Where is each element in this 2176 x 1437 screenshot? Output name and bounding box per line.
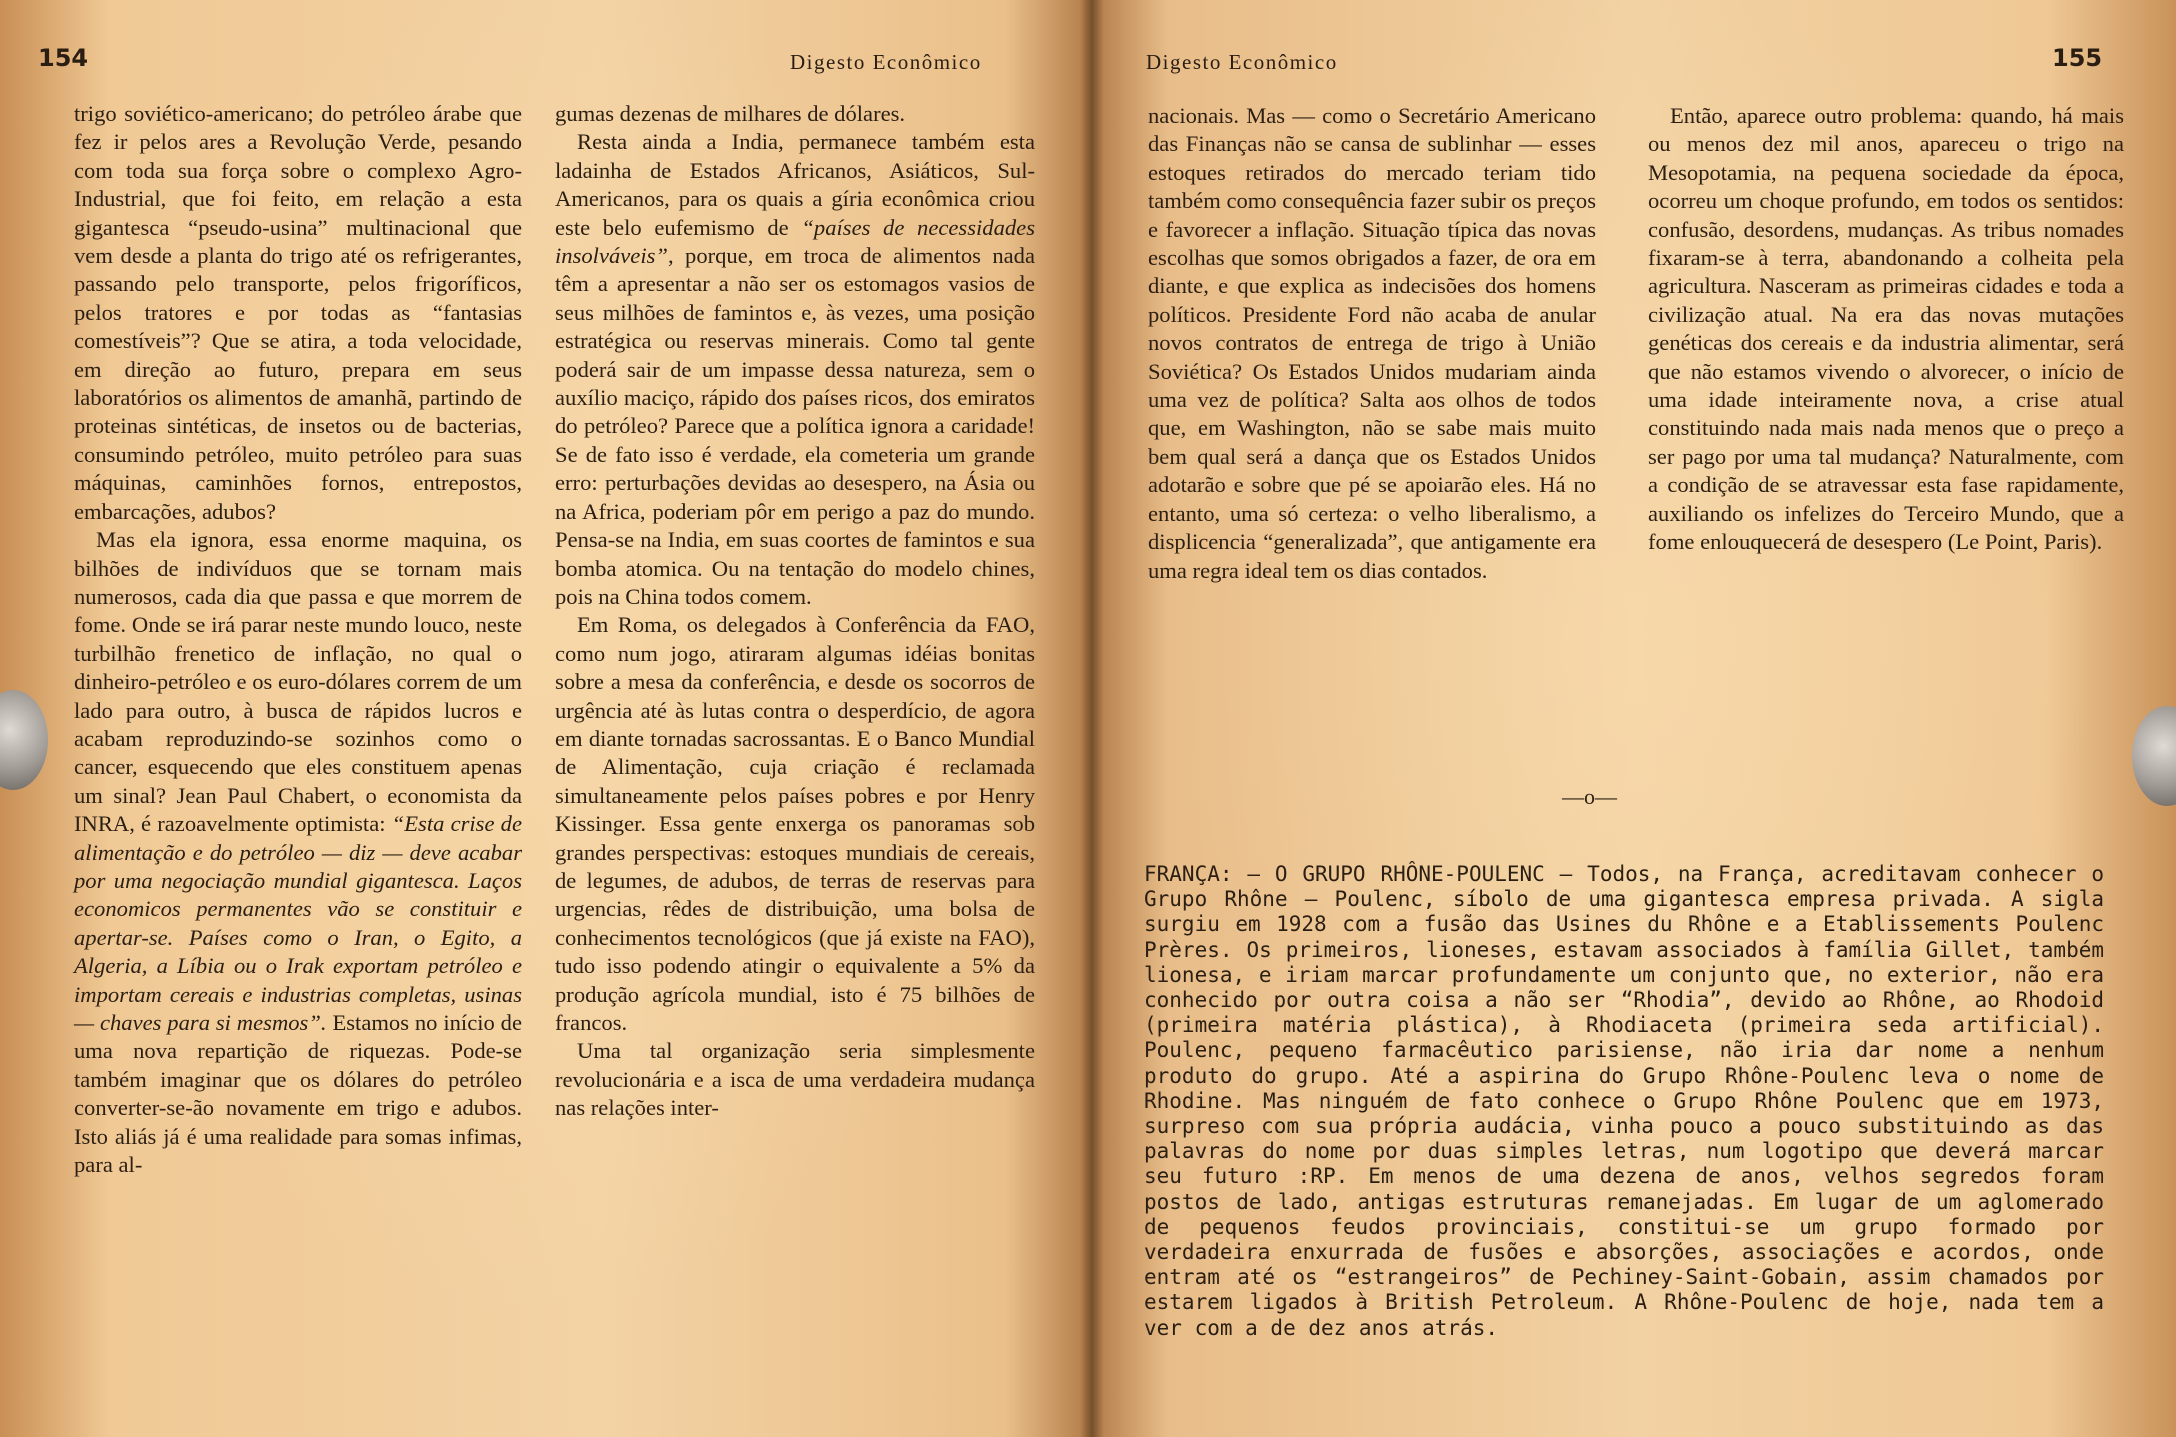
paragraph bbox=[555, 1037, 1035, 1122]
paragraph bbox=[555, 128, 1035, 611]
text-segment: Então, aparece outro problema: quando, há mais ou menos dez mil anos, apareceu o trigo na Mesopotamia, na pequena sociedade da época, ocorreu um choque profundo, em todos os sentidos: confusão, desordens, mudanças. As tribus nomades fixaram-se à terra, abandonando a colheita pela agricultura. Nasceram as primeiras cidades e toda a civilização atual. Na era das novas mutações genéticas dos cereais e da industria alimentar, será que não estamos vivendo o alvorecer, o início de uma idade inteiramente nova, a crise atual constituindo nada mais nada menos que o preço a ser pago por uma tal mudança? Naturalmente, com a condição de se atravessar esta fase rapidamente, auxiliando os infelizes do Terceiro Mundo, que a fome enlouquecerá de desespero (Le Point, Paris). bbox=[1648, 103, 2124, 555]
text-segment: nacionais. Mas — como o Secretário Americano das Finanças não se cansa de sublinhar — esses estoques retirados do mercado teriam tido também como consequência fazer subir os preços e favorecer a inflação. Situação típica das novas escolhas que somos obrigados a fazer, de ora em diante, e que explica as indecisões dos homens políticos. Presidente Ford não acaba de anular novos contratos de entrega de trigo à União Soviética? Os Estados Unidos mudariam ainda uma vez de política? Salta aos olhos de todos que, em Washington, não se sabe mais muito bem qual será a dança que os Estados Unidos adotarão e sobre que pé se apoiarão eles. Há no entanto, uma só certeza: o velho liberalismo, a displicencia “generalizada”, que antigamente era uma regra ideal tem os dias contados. bbox=[1148, 103, 1596, 583]
paragraph bbox=[1148, 102, 1596, 585]
section-separator: —o— bbox=[1562, 784, 1617, 809]
right-column-2 bbox=[1648, 102, 2124, 557]
italic-text-segment: “Esta crise de alimentação e do petróleo — diz — deve acabar por uma negociação mundial gigantesca. Laços economicos permanentes vão se constituir e apertar-se. Países como o Iran, o Egito, a Algeria, a Líbia ou o Irak exportam petróleo e importam cereais e industrias completas, usinas — chaves para si mesmos”. bbox=[74, 811, 522, 1035]
text-segment: Mas ela ignora, essa enorme maquina, os bilhões de indivíduos que se tornam mais numerosos, cada dia que passa e que morrem de fome. Onde se irá parar neste mundo louco, neste turbilhão frenetico de inflação, no qual o dinheiro-petróleo e os euro-dólares correm de um lado para outro, à busca de rápidos lucros e acabam reproduzindo-se sozinhos como o cancer, esquecendo que eles constituem apenas um sinal? Jean Paul Chabert, o economista da INRA, é razoavelmente optimista: bbox=[74, 527, 522, 837]
paragraph bbox=[555, 611, 1035, 1037]
text-segment: gumas dezenas de milhares de dólares. bbox=[555, 101, 906, 126]
right-column-1 bbox=[1148, 102, 1596, 585]
italic-text-segment: “países de necessidades insolváveis” bbox=[555, 214, 1035, 269]
text-segment: Em Roma, os delegados à Conferência da FAO, como num jogo, atiraram algumas idéias bonitas sobre a mesa da conferência, e desde os socorros de urgência até às lutas contra o desperdício, de agora em diante tornadas sacrossantas. E o Banco Mundial de Alimentação, cuja criação é reclamada simultaneamente pelos países pobres e por Henry Kissinger. Essa gente enxerga os panoramas sob grandes perspectivas: estoques mundiais de cereais, de legumes, de adubos, de terras de reservas para urgencias, rêdes de distribuição, uma bolsa de conhecimentos tecnológicos (que já existe na FAO), tudo isso podendo atingir o equivalente a 5% da produção agrícola mundial, isto é 75 bilhões de francos. bbox=[555, 612, 1035, 1035]
text-segment: Uma tal organização seria simplesmente revolucionária e a isca de uma verdadeira mudança nas relações inter- bbox=[555, 1038, 1035, 1121]
running-head-right: Digesto Econômico bbox=[1146, 50, 1338, 74]
book-gutter bbox=[1080, 0, 1104, 1437]
paragraph bbox=[1648, 102, 2124, 557]
france-section bbox=[1144, 862, 2104, 1341]
paragraph bbox=[74, 526, 522, 1179]
binding-clip-right bbox=[2132, 706, 2176, 806]
text-segment: Resta ainda a India, permanece também esta ladainha de Estados Africanos, Asiáticos, Sul-Americanos, para os quais a gíria econômica criou este belo eufemismo de bbox=[555, 129, 1035, 240]
paragraph bbox=[555, 100, 1035, 128]
text-segment: , porque, em troca de alimentos nada têm a apresentar a não ser os estomagos vasios de seus milhões de famintos e, às vezes, uma posição estratégica ou reservas minerais. Como tal gente poderá sair de um impasse dessa natureza, sem o auxílio maciço, rápido dos países ricos, dos emiratos do petróleo? Parece que a política ignora a caridade! Se de fato isso é verdade, ela cometeria um grande erro: perturbações devidas ao desespero, na Ásia ou na Africa, poderiam pôr em perigo a paz do mundo. Pensa-se na India, em suas coortes de famintos e sua bomba atomica. Ou na tentação do modelo chines, pois na China todos comem. bbox=[555, 243, 1035, 609]
page-number-left: 154 bbox=[38, 44, 89, 72]
running-head-left: Digesto Econômico bbox=[790, 50, 982, 74]
france-section-body: Todos, na França, acreditavam conhecer o Grupo Rhône — Poulenc, síbolo de uma gigantesca empresa privada. A sigla surgiu em 1928 com a fusão das Usines du Rhône e a Etablissements Poulenc Prères. Os primeiros, lioneses, estavam associados à família Gillet, também lionesa, e iriam marcar profundamente um conjunto que, no exterior, não era conhecido por outra coisa a não ser “Rhodia”, devido ao Rhône, ao Rhodoid (primeira matéria plástica), à Rhodiaceta (primeira seda artificial). Poulenc, pequeno farmacêutico parisiense, não iria dar nome a nenhum produto do grupo. Até a aspirina do Grupo Rhône-Poulenc leva o nome de Rhodine. Mas ninguém de fato conhece o Grupo Rhône Poulenc que em 1973, surpreso com sua própria audácia, vinha pouco a pouco substituindo as das palavras do nome por duas simples letras, num logotipo que deverá marcar seu futuro :RP. Em menos de uma dezena de anos, velhos segredos foram postos de lado, antigas estruturas remanejadas. Em lugar de um aglomerado de pequenos feudos provinciais, constitui-se um grupo formado por verdadeira enxurrada de fusões e absorções, associações e acordos, onde entram até os “estrangeiros” de Pechiney-Saint-Gobain, assim chamados por estarem ligados à British Petroleum. A Rhône-Poulenc de hoje, nada tem a ver com a de dez anos atrás. bbox=[1144, 862, 2104, 1340]
right-page bbox=[1092, 0, 2176, 1437]
left-column-1 bbox=[74, 100, 522, 1179]
page-number-right: 155 bbox=[2052, 44, 2103, 72]
text-segment: Estamos no início de uma nova repartição de riquezas. Pode-se também imaginar que os dólares do petróleo converter-se-ão novamente em trigo e adubos. Isto aliás já é uma realidade para somas infimas, para al- bbox=[74, 1010, 523, 1178]
paragraph bbox=[74, 100, 522, 526]
text-segment: trigo soviético-americano; do petróleo árabe que fez ir pelos ares a Revolução Verde, pesando com toda sua força sobre o complexo Agro-Industrial, que foi feito, em relação a esta gigantesca “pseudo-usina” multinacional que vem desde a planta do trigo até os refrigerantes, passando pelo transporte, pelos frigoríficos, pelos tratores e por todas as “fantasias comestíveis”? Que se atira, a toda velocidade, em direção ao futuro, prepara em seus laboratórios os alimentos de amanhã, partindo de proteinas sintéticas, de insetos ou de bacterias, consumindo petróleo, muito petróleo para suas máquinas, caminhões fornos, entrepostos, embarcações, adubos? bbox=[74, 101, 522, 524]
left-column-2 bbox=[555, 100, 1035, 1123]
binding-clip-left bbox=[0, 690, 48, 790]
france-section-heading: FRANÇA: — O GRUPO RHÔNE-POULENC — bbox=[1144, 862, 1573, 886]
